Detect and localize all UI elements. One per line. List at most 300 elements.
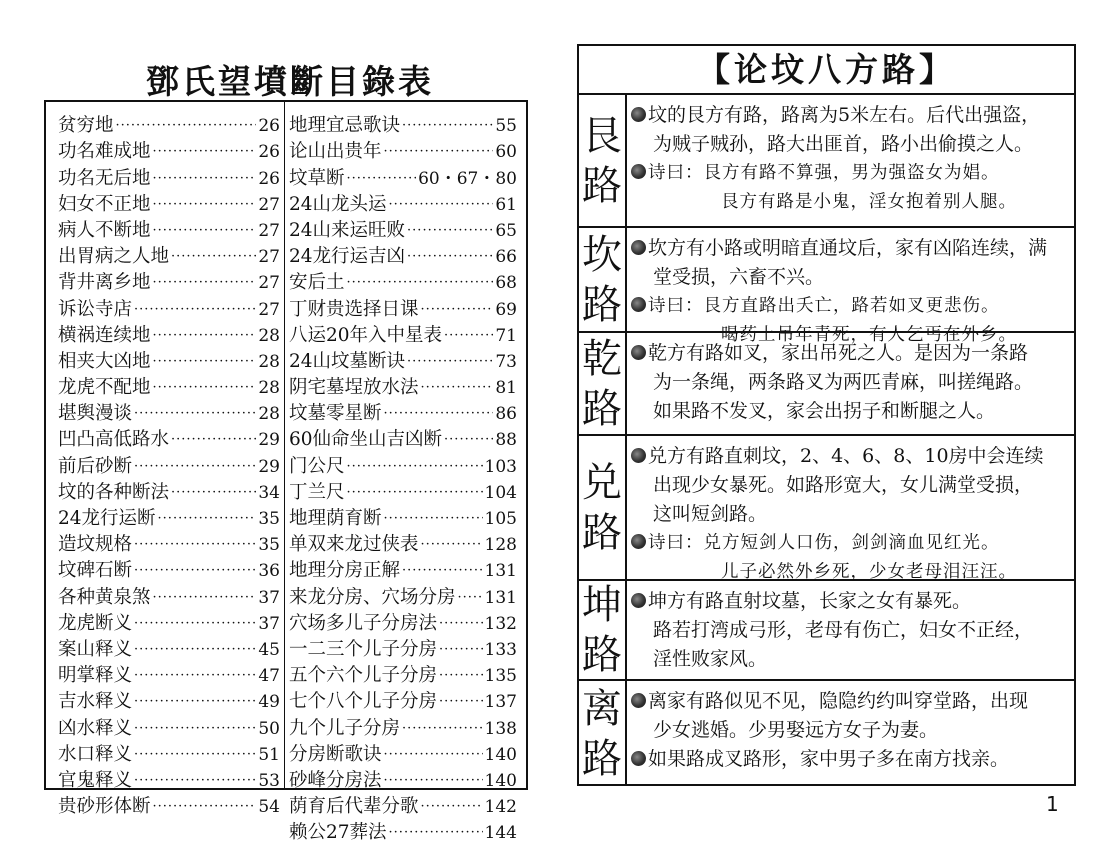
toc-dot-leader	[171, 248, 256, 268]
line-text: 淫性败家风。	[653, 648, 768, 670]
section-row	[579, 436, 1074, 581]
bullet-icon	[631, 297, 646, 312]
toc-dot-leader	[134, 301, 256, 321]
toc-entry	[289, 582, 517, 608]
line-text: 坟的艮方有路，路离为5米左右。后代出强盗，	[648, 104, 1041, 126]
toc-entry-page: 60	[495, 142, 517, 163]
toc-entry-page: 27	[258, 194, 280, 215]
section-row-heading	[579, 228, 627, 331]
toc-entry-page: 132	[484, 613, 517, 634]
toc-entry-title: 坟的各种断法	[58, 481, 170, 503]
toc-entry	[58, 451, 280, 477]
section-row	[579, 228, 1074, 345]
toc-entry	[289, 137, 517, 163]
toc-entry-title: 论山出贵年	[289, 141, 382, 163]
toc-entry	[58, 347, 280, 373]
line-text: 兑方有路直刺坟，2、4、6、8、10房中会连续	[648, 445, 1044, 467]
toc-entry-page: 28	[258, 404, 280, 425]
toc-entry	[289, 478, 517, 504]
toc-entry	[58, 530, 280, 556]
line-text: 出现少女暴死。如路形宽大，女儿满堂受损，	[653, 474, 1034, 496]
toc-entry	[58, 609, 280, 635]
line-text: 路若打湾成弓形，老母有伤亡，妇女不正经，	[653, 619, 1034, 641]
toc-entry-page: 28	[258, 378, 280, 399]
toc-entry-title: 龙虎不配地	[58, 377, 151, 399]
toc-entry-page: 27	[258, 220, 280, 241]
toc-entry-title: 穴场多儿子分房法	[289, 612, 438, 634]
text-line	[631, 234, 1068, 263]
section-row	[579, 581, 1074, 681]
toc-entry-title: 明掌释义	[58, 665, 133, 687]
toc-entry-title: 妇女不正地	[58, 193, 151, 215]
line-text: 离家有路似见不见，隐隐约约叫穿堂路，出现	[648, 690, 1029, 712]
toc-entry	[58, 478, 280, 504]
toc-dot-leader	[347, 170, 417, 190]
toc-dot-leader	[134, 562, 256, 582]
text-line	[631, 645, 1068, 674]
toc-entry-page: 137	[484, 692, 517, 713]
section-row-heading	[579, 581, 627, 679]
toc-dot-leader	[134, 667, 256, 687]
toc-entry-page: 131	[484, 587, 517, 608]
toc-entry-page: 49	[258, 692, 280, 713]
toc-entry-page: 133	[484, 639, 517, 660]
toc-entry-title: 相夹大凶地	[58, 350, 151, 372]
toc-dot-leader	[402, 562, 483, 582]
line-text: 艮方有路是小鬼，淫女抱着别人腿。	[721, 192, 1017, 212]
toc-entry	[58, 216, 280, 242]
line-text: 如果路不发叉，家会出拐子和断腿之人。	[653, 400, 996, 422]
toc-entry	[58, 556, 280, 582]
toc-entry-title: 门公尺	[289, 455, 345, 477]
toc-dot-leader	[444, 327, 493, 347]
line-text: 诗曰：艮方有路不算强，男为强盗女为娼。	[648, 163, 1000, 183]
toc-dot-leader	[153, 143, 257, 163]
toc-dot-leader	[134, 720, 256, 740]
section-row	[579, 333, 1074, 436]
toc-entry-title: 分房断歌诀	[289, 743, 382, 765]
toc-entry-page: 128	[484, 535, 517, 556]
toc-dot-leader	[384, 143, 494, 163]
heading-char: 艮	[582, 112, 622, 159]
toc-entry-title: 地理分房正解	[289, 560, 401, 582]
toc-dot-leader	[439, 693, 483, 713]
section-row	[579, 95, 1074, 228]
toc-entry-page: 34	[258, 482, 280, 503]
bullet-icon	[631, 164, 646, 179]
toc-dot-leader	[384, 746, 483, 766]
toc-entry-title: 贵砂形体断	[58, 796, 151, 818]
toc-entry	[58, 582, 280, 608]
toc-dot-leader	[153, 353, 257, 373]
toc-entry	[58, 268, 280, 294]
toc-column-left	[58, 111, 280, 818]
bullet-icon	[631, 751, 646, 766]
toc-entry-page: 28	[258, 351, 280, 372]
text-line	[631, 471, 1068, 500]
toc-entry-page: 29	[258, 430, 280, 451]
heading-char: 路	[582, 735, 622, 782]
toc-entry	[58, 504, 280, 530]
toc-entry-title: 案山释义	[58, 638, 133, 660]
toc-entry	[58, 635, 280, 661]
toc-dot-leader	[116, 117, 257, 137]
toc-entry-title: 八运20年入中星表	[289, 324, 443, 346]
toc-entry-title: 造坟规格	[58, 534, 133, 556]
toc-entry-title: 安后土	[289, 272, 345, 294]
toc-entry-page: 71	[495, 325, 517, 346]
toc-entry-title: 24龙行运断	[58, 508, 156, 529]
toc-dot-leader	[384, 772, 483, 792]
toc-dot-leader	[389, 196, 494, 216]
toc-entry	[289, 268, 517, 294]
toc-entry-page: 69	[495, 299, 517, 320]
toc-entry	[58, 687, 280, 713]
toc-entry	[289, 425, 517, 451]
toc-entry	[289, 451, 517, 477]
toc-entry	[58, 321, 280, 347]
toc-entry-page: 27	[258, 247, 280, 268]
line-text: 诗曰：兑方短剑人口伤，剑剑滴血见红光。	[648, 533, 1000, 553]
toc-entry-title: 病人不断地	[58, 219, 151, 241]
toc-entry-title: 坟碑石断	[58, 560, 133, 582]
toc-entry-page: 47	[258, 666, 280, 687]
text-line	[631, 339, 1068, 368]
toc-entry	[58, 399, 280, 425]
section-row-body	[631, 339, 1068, 426]
toc-entry	[289, 321, 517, 347]
toc-dot-leader	[421, 379, 494, 399]
toc-entry-title: 荫育后代辈分歌	[289, 796, 419, 818]
line-text: 儿子必然外乡死，少女老母泪汪汪。	[721, 562, 1017, 582]
text-line	[631, 263, 1068, 292]
toc-dot-leader	[153, 379, 257, 399]
heading-char: 路	[582, 162, 622, 209]
toc-entry	[289, 294, 517, 320]
text-line	[631, 500, 1068, 529]
toc-entry-title: 官鬼释义	[58, 769, 133, 791]
section-row-heading	[579, 436, 627, 579]
toc-entry	[289, 740, 517, 766]
toc-entry-page: 104	[484, 482, 517, 503]
toc-entry	[289, 399, 517, 425]
toc-dot-leader	[134, 693, 256, 713]
bullet-icon	[631, 593, 646, 608]
toc-dot-leader	[439, 615, 483, 635]
toc-dot-leader	[347, 458, 483, 478]
toc-entry-page: 45	[258, 639, 280, 660]
toc-dot-leader	[134, 615, 256, 635]
line-text: 少女逃婚。少男娶远方女子为妻。	[653, 719, 939, 741]
toc-entry-page: 35	[258, 535, 280, 556]
toc-dot-leader	[421, 301, 494, 321]
text-line	[631, 397, 1068, 426]
toc-entry	[58, 294, 280, 320]
toc-entry-title: 出胃病之人地	[58, 246, 170, 268]
toc-entry-title: 横祸连续地	[58, 324, 151, 346]
poem-line	[631, 529, 1068, 558]
toc-dot-leader	[389, 824, 483, 844]
section-row	[579, 681, 1074, 786]
toc-dot-leader	[421, 536, 483, 556]
toc-entry-title: 七个八个儿子分房	[289, 691, 438, 713]
toc-entry-page: 138	[484, 718, 517, 739]
toc-dot-leader	[439, 667, 483, 687]
toc-entry-title: 九个儿子分房	[289, 717, 401, 739]
toc-entry-title: 凶水释义	[58, 717, 133, 739]
line-text: 坤方有路直射坟墓，长家之女有暴死。	[648, 590, 972, 612]
section-title: 【论坟八方路】	[697, 50, 956, 89]
toc-entry-page: 65	[495, 220, 517, 241]
text-line	[631, 616, 1068, 645]
toc-dot-leader	[153, 327, 257, 347]
toc-entry-page: 88	[495, 430, 517, 451]
toc-entry	[289, 792, 517, 818]
heading-char: 乾	[582, 335, 622, 382]
toc-dot-leader	[153, 274, 257, 294]
toc-entry	[58, 137, 280, 163]
toc-dot-leader	[347, 484, 483, 504]
toc-dot-leader	[384, 510, 483, 530]
heading-char: 路	[582, 632, 622, 678]
toc-entry	[289, 242, 517, 268]
toc-entry-title: 坟草断	[289, 167, 345, 189]
toc-entry-page: 29	[258, 456, 280, 477]
toc-entry-page: 144	[484, 823, 517, 844]
toc-entry-title: 来龙分房、穴场分房	[289, 586, 456, 608]
toc-dot-leader	[153, 196, 257, 216]
toc-dot-leader	[134, 536, 256, 556]
heading-char: 坤	[582, 582, 622, 628]
toc-entry-page: 36	[258, 561, 280, 582]
toc-entry-page: 27	[258, 273, 280, 294]
toc-entry-title: 24龙行运吉凶	[289, 246, 406, 268]
heading-char: 路	[582, 385, 622, 432]
toc-entry-title: 诉讼寺店	[58, 298, 133, 320]
toc-entry	[289, 556, 517, 582]
toc-dot-leader	[407, 353, 493, 373]
toc-entry-title: 地理宜忌歌诀	[289, 115, 401, 137]
toc-entry-title: 吉水释义	[58, 691, 133, 713]
toc-title: 鄧氏望墳斷目錄表	[146, 62, 434, 101]
heading-char: 兑	[582, 459, 622, 506]
toc-entry-page: 103	[484, 456, 517, 477]
toc-entry	[289, 818, 517, 844]
toc-dot-leader	[384, 405, 494, 425]
bullet-icon	[631, 240, 646, 255]
toc-entry-title: 丁兰尺	[289, 481, 345, 503]
toc-dot-leader	[134, 405, 256, 425]
toc-entry	[289, 635, 517, 661]
section-title-box	[577, 44, 1076, 95]
toc-column-divider	[284, 102, 285, 788]
bullet-icon	[631, 345, 646, 360]
toc-dot-leader	[158, 510, 257, 530]
toc-entry	[289, 609, 517, 635]
bullet-icon	[631, 107, 646, 122]
toc-dot-leader	[458, 589, 483, 609]
toc-entry-page: 37	[258, 587, 280, 608]
toc-entry	[289, 373, 517, 399]
toc-dot-leader	[444, 431, 493, 451]
toc-entry-title: 24山坟墓断诀	[289, 350, 406, 372]
toc-entry-title: 各种黄泉煞	[58, 586, 151, 608]
toc-entry-page: 61	[495, 194, 517, 215]
section-row-heading	[579, 333, 627, 434]
toc-entry-page: 135	[484, 666, 517, 687]
line-text: 为贼子贼孙，路大出匪首，路小出偷摸之人。	[653, 133, 1034, 155]
toc-entry-page: 140	[484, 744, 517, 765]
toc-entry	[289, 216, 517, 242]
toc-entry-title: 堪舆漫谈	[58, 403, 133, 425]
toc-entry	[58, 661, 280, 687]
toc-dot-leader	[407, 248, 493, 268]
line-text: 诗曰：艮方直路出夭亡，路若如叉更悲伤。	[648, 296, 1000, 316]
toc-entry-title: 24山来运旺败	[289, 219, 406, 241]
toc-entry-page: 73	[495, 351, 517, 372]
toc-entry	[58, 425, 280, 451]
line-text: 这叫短剑路。	[653, 503, 768, 525]
toc-entry-title: 赖公27葬法	[289, 822, 387, 844]
toc-entry-page: 53	[258, 770, 280, 791]
toc-entry	[58, 373, 280, 399]
line-text: 坎方有小路或明暗直通坟后，家有凶陷连续，满	[648, 237, 1048, 259]
toc-entry	[289, 111, 517, 137]
toc-dot-leader	[402, 720, 483, 740]
toc-entry	[289, 190, 517, 216]
poem-line	[631, 188, 1068, 217]
toc-entry-title: 功名难成地	[58, 141, 151, 163]
toc-entry-title: 阴宅墓埕放水法	[289, 377, 419, 399]
toc-entry-page: 68	[495, 273, 517, 294]
toc-entry-title: 龙虎断义	[58, 612, 133, 634]
toc-entry	[289, 766, 517, 792]
toc-entry-page: 142	[484, 797, 517, 818]
section-row-body	[631, 587, 1068, 674]
toc-dot-leader	[134, 772, 256, 792]
line-text: 乾方有路如叉，家出吊死之人。是因为一条路	[648, 342, 1029, 364]
toc-entry-page: 54	[258, 797, 280, 818]
toc-dot-leader	[171, 484, 256, 504]
toc-entry-page: 37	[258, 613, 280, 634]
toc-entry	[58, 740, 280, 766]
toc-entry	[289, 687, 517, 713]
toc-entry-title: 单双来龙过侠表	[289, 534, 419, 556]
toc-entry	[289, 504, 517, 530]
toc-entry-page: 140	[484, 770, 517, 791]
text-line	[631, 687, 1068, 716]
section-table	[577, 95, 1076, 786]
toc-dot-leader	[153, 589, 257, 609]
toc-entry	[58, 111, 280, 137]
toc-entry	[58, 242, 280, 268]
toc-entry-title: 贫穷地	[58, 115, 114, 137]
line-text: 如果路成叉路形，家中男子多在南方找亲。	[648, 748, 1010, 770]
toc-table	[44, 100, 528, 844]
toc-dot-leader	[134, 641, 256, 661]
toc-entry	[289, 163, 517, 189]
toc-dot-leader	[153, 222, 257, 242]
heading-char: 离	[582, 685, 622, 732]
heading-char: 坎	[582, 231, 622, 278]
toc-entry-title: 前后砂断	[58, 455, 133, 477]
bullet-icon	[631, 693, 646, 708]
bullet-icon	[631, 534, 646, 549]
toc-dot-leader	[153, 798, 257, 818]
heading-char: 路	[582, 281, 622, 328]
toc-entry-title: 一二三个儿子分房	[289, 638, 438, 660]
heading-char: 路	[582, 509, 622, 556]
text-line	[631, 101, 1068, 130]
toc-dot-leader	[421, 798, 483, 818]
toc-entry-page: 60・67・80	[418, 168, 517, 189]
line-text: 为一条绳，两条路叉为两匹青麻，叫搓绳路。	[653, 371, 1034, 393]
poem-line	[631, 159, 1068, 188]
toc-dot-leader	[171, 431, 256, 451]
toc-entry-page: 50	[258, 718, 280, 739]
section-row-body	[631, 101, 1068, 217]
toc-entry-title: 60仙命坐山吉凶断	[289, 429, 443, 451]
toc-entry-title: 24山龙头运	[289, 193, 387, 215]
toc-dot-leader	[439, 641, 483, 661]
line-text: 喝药上吊年青死，有人乞丐在外乡。	[721, 325, 1017, 345]
text-line	[631, 716, 1068, 745]
toc-entry-title: 地理荫育断	[289, 508, 382, 529]
toc-entry-page: 35	[258, 509, 280, 529]
text-line	[631, 368, 1068, 397]
toc-entry	[58, 190, 280, 216]
poem-line	[631, 292, 1068, 321]
toc-entry	[289, 347, 517, 373]
toc-entry-title: 坟墓零星断	[289, 403, 382, 425]
toc-entry-page: 105	[484, 509, 517, 529]
toc-dot-leader	[134, 458, 256, 478]
toc-entry-title: 背井离乡地	[58, 272, 151, 294]
toc-entry-page: 86	[495, 404, 517, 425]
toc-entry-page: 26	[258, 116, 280, 137]
toc-dot-leader	[153, 170, 257, 190]
toc-entry-page: 66	[495, 247, 517, 268]
toc-entry-title: 砂峰分房法	[289, 769, 382, 791]
toc-entry	[58, 792, 280, 818]
page-number: 1	[1046, 792, 1059, 816]
toc-entry-page: 55	[495, 116, 517, 137]
toc-entry-page: 27	[258, 299, 280, 320]
toc-dot-leader	[134, 746, 256, 766]
toc-dot-leader	[402, 117, 493, 137]
toc-entry-title: 丁财贵选择日课	[289, 298, 419, 320]
toc-entry-title: 凹凸高低路水	[58, 429, 170, 451]
toc-entry	[58, 713, 280, 739]
toc-entry	[58, 163, 280, 189]
text-line	[631, 130, 1068, 159]
toc-entry	[289, 530, 517, 556]
bullet-icon	[631, 448, 646, 463]
toc-entry-page: 26	[258, 168, 280, 189]
section-row-heading	[579, 95, 627, 226]
toc-entry-page: 26	[258, 142, 280, 163]
toc-entry-page: 81	[495, 378, 517, 399]
section-row-body	[631, 687, 1068, 774]
toc-entry-page: 28	[258, 325, 280, 346]
text-line	[631, 442, 1068, 471]
toc-entry	[289, 661, 517, 687]
section-row-body	[631, 442, 1068, 587]
toc-dot-leader	[347, 274, 494, 294]
section-row-heading	[579, 681, 627, 786]
toc-entry-page: 131	[484, 561, 517, 582]
toc-entry-title: 功名无后地	[58, 167, 151, 189]
